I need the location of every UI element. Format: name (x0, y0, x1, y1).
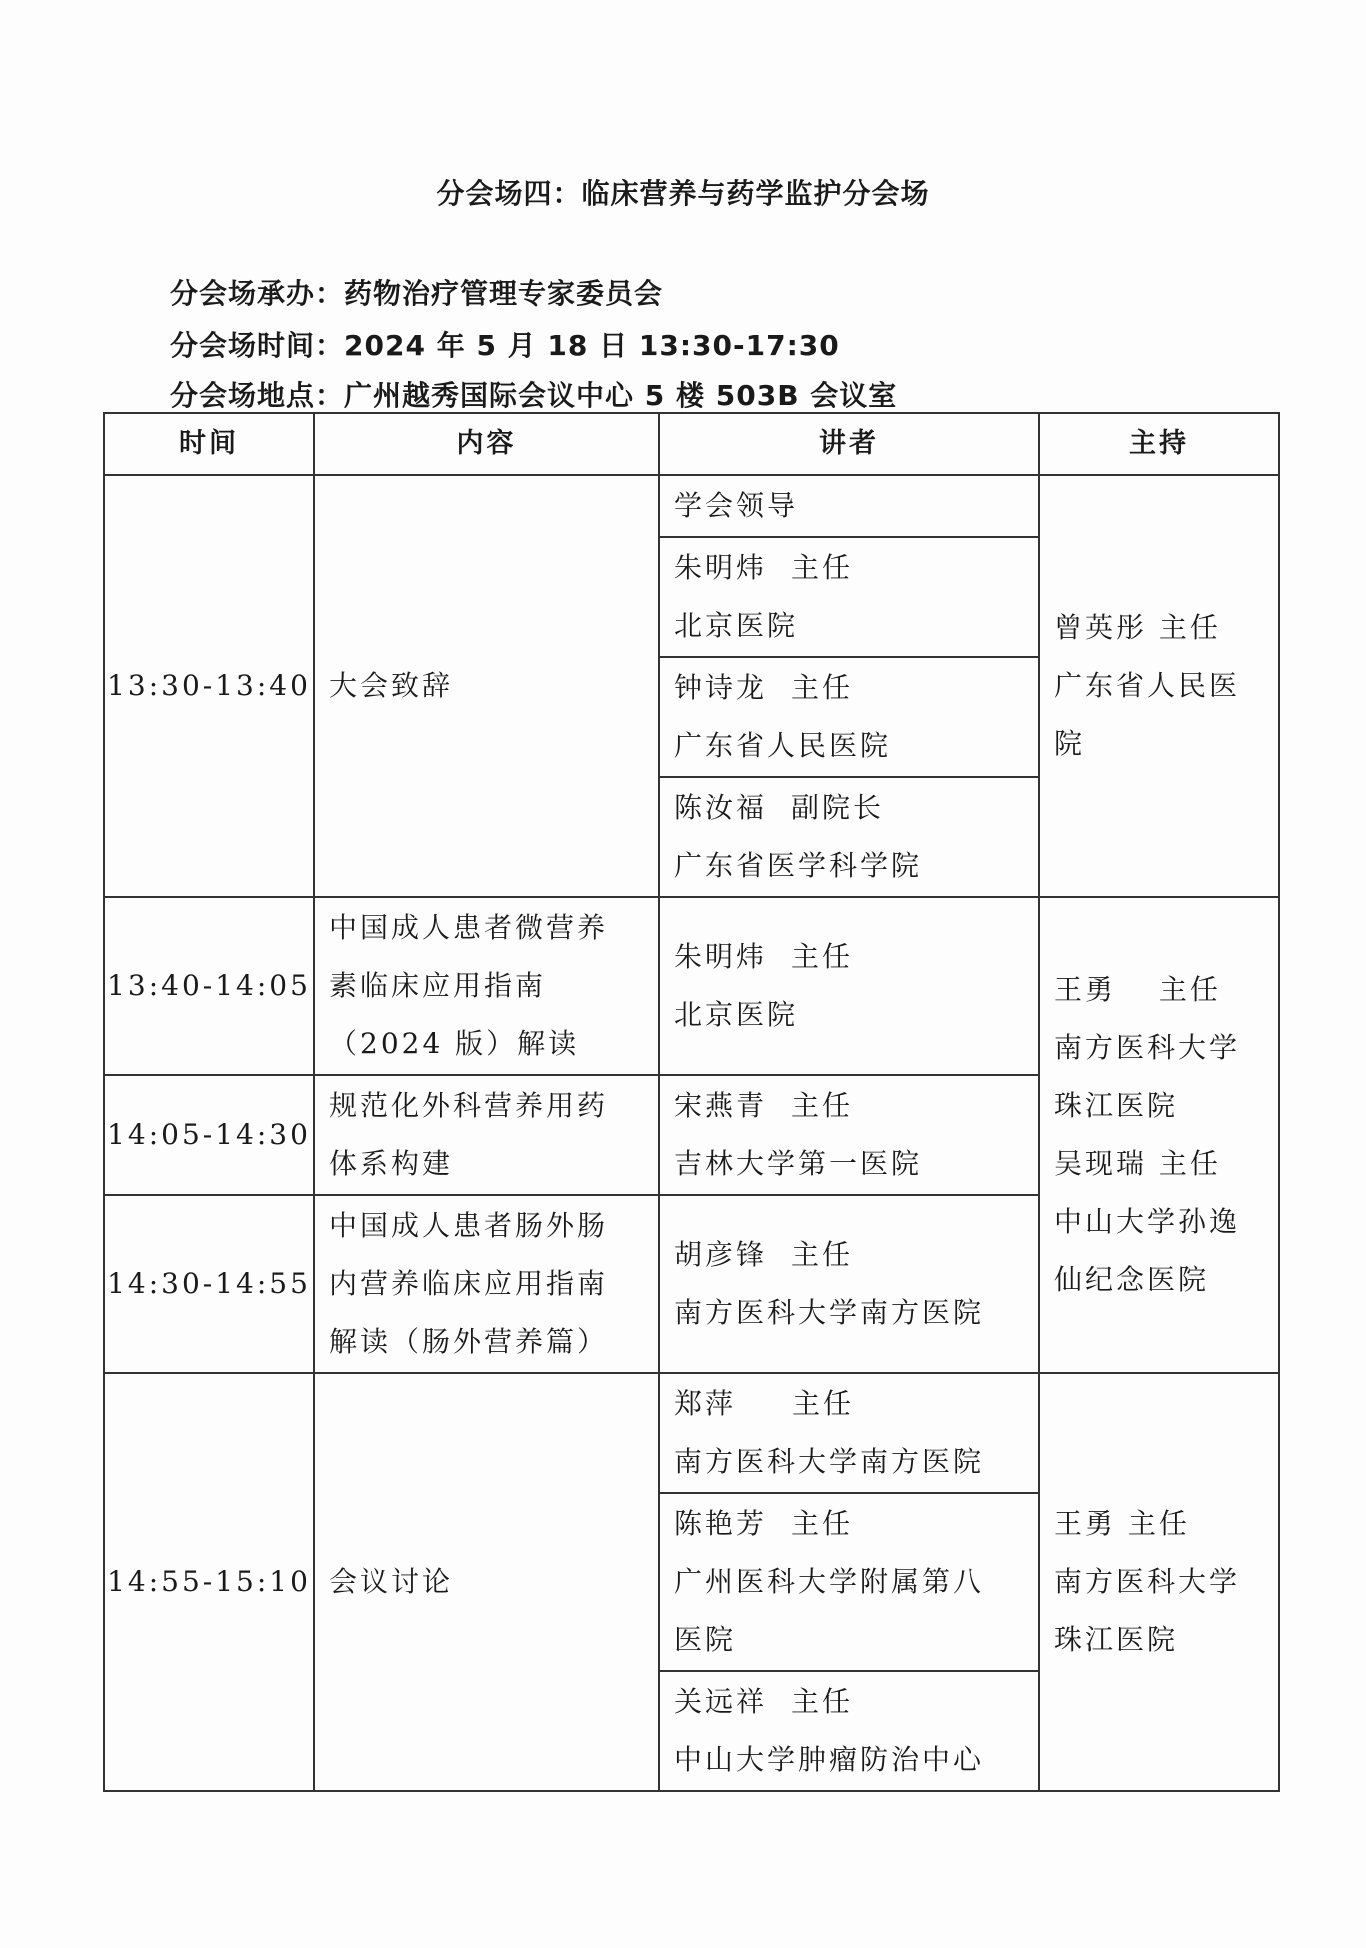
table-row (104, 897, 1279, 1075)
content-line: 体系构建 (329, 1147, 454, 1180)
speaker-title: 主任 (791, 1685, 854, 1718)
speaker-cell (659, 1671, 1039, 1791)
speaker-org: 中山大学肿瘤防治中心 (674, 1743, 985, 1776)
host-line: 珠江医院 (1054, 1623, 1179, 1656)
info-organizer (170, 272, 663, 312)
speaker-org: 广东省人民医院 (674, 729, 892, 762)
speaker-title: 主任 (792, 1387, 855, 1420)
host-line: 珠江医院 (1054, 1089, 1179, 1122)
header-time: 时间 (104, 413, 314, 475)
host-line: 南方医科大学 (1054, 1565, 1241, 1598)
speaker-name: 宋燕青 (674, 1089, 768, 1122)
time-cell: 13:40-14:05 (104, 897, 314, 1075)
speaker-line (674, 1673, 1037, 1731)
time-cell: 14:55-15:10 (104, 1373, 314, 1791)
host-cell (1039, 475, 1279, 897)
speaker-line (674, 1495, 1037, 1553)
speaker-cell (659, 657, 1039, 777)
speaker-name: 陈艳芳 (674, 1507, 768, 1540)
host-line: 院 (1054, 727, 1086, 760)
content-line: 中国成人患者微营养 (329, 911, 609, 944)
content-cell (314, 1195, 659, 1373)
speaker-org: 南方医科大学南方医院 (674, 1296, 985, 1329)
host-line: 吴现瑞 主任 (1054, 1147, 1221, 1180)
host-line: 广东省人民医 (1054, 669, 1241, 702)
host-line: 曾英彤 主任 (1054, 611, 1221, 644)
info-value: 广州越秀国际会议中心 5 楼 503B 会议室 (344, 379, 898, 412)
page-title: 分会场四：临床营养与药学监护分会场 (436, 177, 930, 210)
host-line: 仙纪念医院 (1054, 1263, 1210, 1296)
host-line: 南方医科大学 (1054, 1031, 1241, 1064)
content-line: 大会致辞 (329, 669, 454, 702)
speaker-name: 学会领导 (674, 489, 799, 522)
time-cell: 13:30-13:40 (104, 475, 314, 897)
content-line: 会议讨论 (329, 1565, 454, 1598)
content-cell (314, 1373, 659, 1791)
speaker-line (674, 477, 1037, 535)
time-cell: 14:30-14:55 (104, 1195, 314, 1373)
header-host: 主持 (1039, 413, 1279, 475)
info-value: 药物治疗管理专家委员会 (344, 277, 664, 310)
speaker-line (674, 928, 1037, 986)
host-line: 王勇 主任 (1054, 1507, 1190, 1540)
host-cell (1039, 1373, 1279, 1791)
speaker-line (674, 659, 1037, 717)
speaker-org: 吉林大学第一医院 (674, 1147, 923, 1180)
speaker-name: 郑萍 (674, 1387, 737, 1420)
speaker-title: 主任 (791, 1238, 854, 1271)
info-label: 分会场承办： (170, 277, 345, 310)
header-speaker: 讲者 (659, 413, 1039, 475)
info-location (170, 374, 897, 414)
content-line: 规范化外科营养用药 (329, 1089, 609, 1122)
speaker-name: 朱明炜 (674, 940, 768, 973)
content-cell (314, 1075, 659, 1195)
speaker-title: 主任 (791, 1507, 854, 1540)
speaker-name: 钟诗龙 (674, 671, 768, 704)
info-value: 2024 年 5 月 18 日 13:30-17:30 (344, 329, 840, 362)
speaker-cell (659, 1195, 1039, 1373)
speaker-line (674, 1077, 1037, 1135)
speaker-name: 陈汝福 (674, 791, 768, 824)
speaker-name: 胡彦锋 (674, 1238, 768, 1271)
table-row (104, 1373, 1279, 1493)
speaker-cell (659, 1373, 1039, 1493)
speaker-cell (659, 475, 1039, 537)
speaker-title: 副院长 (791, 791, 885, 824)
table-header-row (104, 413, 1279, 475)
content-line: 素临床应用指南 (329, 969, 547, 1002)
speaker-cell (659, 1493, 1039, 1671)
content-cell (314, 475, 659, 897)
content-line: 内营养临床应用指南 (329, 1267, 609, 1300)
content-line: 解读（肠外营养篇） (329, 1325, 609, 1358)
speaker-cell (659, 1075, 1039, 1195)
speaker-line (674, 779, 1037, 837)
info-time (170, 324, 840, 364)
speaker-org: 北京医院 (674, 998, 799, 1031)
speaker-title: 主任 (791, 940, 854, 973)
content-line: （2024 版）解读 (329, 1027, 580, 1060)
speaker-cell (659, 897, 1039, 1075)
content-line: 中国成人患者肠外肠 (329, 1209, 609, 1242)
speaker-cell (659, 537, 1039, 657)
speaker-name: 朱明炜 (674, 551, 768, 584)
speaker-org: 北京医院 (674, 609, 799, 642)
info-label: 分会场时间： (170, 329, 345, 362)
speaker-title: 主任 (791, 671, 854, 704)
speaker-line (674, 1226, 1037, 1284)
table-row (104, 475, 1279, 537)
time-cell: 14:05-14:30 (104, 1075, 314, 1195)
speaker-title: 主任 (791, 551, 854, 584)
host-line: 王勇 主任 (1054, 973, 1221, 1006)
speaker-line (674, 1375, 1037, 1433)
info-label: 分会场地点： (170, 379, 345, 412)
schedule-table (103, 412, 1280, 1792)
speaker-cell (659, 777, 1039, 897)
speaker-org: 广东省医学科学院 (674, 849, 923, 882)
content-cell (314, 897, 659, 1075)
host-cell (1039, 897, 1279, 1373)
speaker-org: 南方医科大学南方医院 (674, 1445, 985, 1478)
speaker-name: 关远祥 (674, 1685, 768, 1718)
host-line: 中山大学孙逸 (1054, 1205, 1241, 1238)
header-content: 内容 (314, 413, 659, 475)
speaker-org: 广州医科大学附属第八 (674, 1565, 985, 1598)
speaker-org: 医院 (674, 1623, 737, 1656)
speaker-title: 主任 (791, 1089, 854, 1122)
speaker-line (674, 539, 1037, 597)
